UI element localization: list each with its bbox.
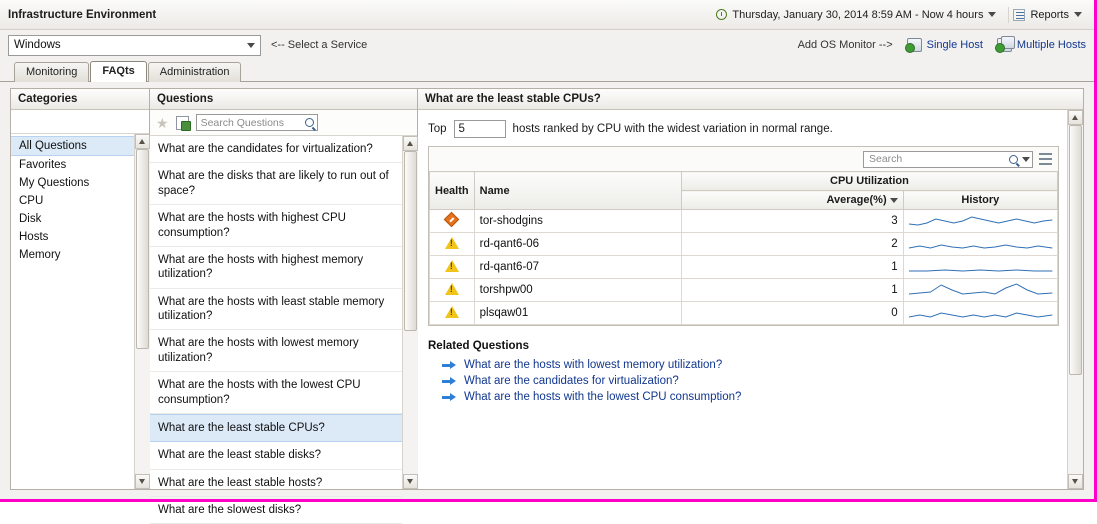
sparkline-chart [909,258,1052,276]
sparkline-chart [909,304,1052,322]
related-question-label: What are the hosts with the lowest CPU consumption? [464,391,742,403]
multiple-hosts-label: Multiple Hosts [1016,39,1086,51]
title-bar-right [716,7,1086,23]
service-select-value: Windows [14,39,61,51]
service-hint: <-- Select a Service [271,39,368,51]
column-header-average[interactable] [681,191,903,210]
answer-panel [418,88,1084,490]
categories-header: Categories [11,89,149,110]
category-item-cpu[interactable]: CPU [19,195,44,207]
questions-list [150,136,402,516]
chevron-down-icon[interactable] [988,12,996,17]
questions-scrollbar[interactable] [402,136,417,489]
scroll-down-button[interactable] [403,474,418,489]
multiple-hosts-icon [997,38,1012,52]
table-row[interactable] [430,256,1058,279]
question-item[interactable]: What are the hosts with the lowest CPU consumption? [150,372,402,414]
scroll-down-button[interactable] [135,474,150,489]
column-header-average-label: Average(%) [826,194,887,206]
scroll-thumb[interactable] [1069,125,1082,375]
clock-icon [716,9,727,20]
questions-header: Questions [150,89,417,110]
scroll-thumb[interactable] [136,149,149,349]
question-item[interactable]: What are the hosts with highest CPU consumption? [150,205,402,247]
reports-menu[interactable] [1008,7,1086,23]
single-host-icon [907,38,922,52]
time-range-label: Thursday, January 30, 2014 8:59 AM - Now 4 hours [732,8,984,21]
main-tabs [0,60,1094,82]
top-suffix-label: hosts ranked by CPU with the widest variation in normal range. [512,123,833,135]
table-header-row-1 [430,172,1058,191]
service-toolbar [0,30,1094,60]
question-item[interactable]: What are the hosts with highest memory utilization? [150,247,402,289]
cell-history [903,256,1057,279]
categories-subbar [11,110,149,134]
single-host-label: Single Host [926,39,983,51]
triangle-up-icon [407,141,413,146]
table-head [430,172,1058,210]
tab-monitoring[interactable]: Monitoring [14,62,89,82]
search-questions-placeholder: Search Questions [200,116,285,129]
scroll-up-button[interactable] [403,136,418,151]
chevron-down-icon [247,43,255,48]
scroll-track[interactable] [1068,125,1083,474]
cell-name: rd-qant6-06 [474,233,681,256]
cell-name: plsqaw01 [474,302,681,325]
question-item[interactable]: What are the disks that are likely to run out of space? [150,163,402,205]
cell-health [430,210,475,233]
cell-average: 1 [681,279,903,302]
cell-average: 0 [681,302,903,325]
table-row[interactable] [430,279,1058,302]
question-item-selected[interactable]: What are the least stable CPUs? [150,414,402,442]
answer-scroll-area [1067,110,1083,489]
search-icon[interactable] [305,118,314,127]
scroll-up-button[interactable] [135,134,150,149]
cell-health [430,279,475,302]
single-host-button[interactable] [907,38,983,52]
grid-toolbar [429,147,1058,171]
panels-container [0,82,1094,516]
table-row[interactable] [430,210,1058,233]
cpu-results-table [429,171,1058,325]
top-label: Top [428,123,447,135]
category-item-favorites[interactable]: Favorites [19,159,67,171]
cell-health [430,233,475,256]
categories-scrollbar[interactable] [134,134,149,489]
top-n-row [418,110,1067,146]
title-bar [0,0,1094,30]
cell-history [903,279,1057,302]
sparkline-chart [909,281,1052,299]
scroll-thumb[interactable] [404,151,417,331]
top-n-input[interactable]: 5 [454,120,506,138]
table-row[interactable] [430,233,1058,256]
cell-history [903,210,1057,233]
triangle-up-icon [1072,115,1078,120]
answer-scrollbar[interactable] [1067,110,1082,489]
related-question-label: What are the candidates for virtualization? [464,375,679,387]
service-select[interactable] [8,35,261,56]
add-os-monitor-hint: Add OS Monitor --> [797,39,893,51]
category-item-hosts[interactable]: Hosts [19,231,49,243]
arrow-right-icon [442,360,456,370]
warning-icon [445,306,459,318]
results-grid [428,146,1059,326]
export-excel-icon[interactable] [176,116,189,130]
cell-history [903,233,1057,256]
grid-search-input[interactable] [863,151,1033,168]
star-icon[interactable]: ★ [156,114,169,131]
triangle-up-icon [139,139,145,144]
cell-health [430,302,475,325]
related-questions [418,326,1067,405]
category-item-my-questions[interactable]: My Questions [19,177,90,189]
scroll-up-button[interactable] [1068,110,1083,125]
chevron-down-icon[interactable] [1074,12,1082,17]
answer-header: What are the least stable CPUs? [418,89,1083,110]
question-item[interactable]: What are the hosts with least stable memory utilization? [150,289,402,331]
question-item[interactable]: What are the candidates for virtualization? [150,136,402,163]
warning-icon [445,283,459,295]
column-header-health[interactable]: Health [430,172,475,210]
reports-label: Reports [1030,8,1069,21]
questions-panel [150,88,418,516]
categories-list [11,134,134,489]
answer-content [418,110,1067,489]
cell-health [430,256,475,279]
related-question-item[interactable] [428,373,1067,389]
critical-icon [444,212,460,228]
search-icon[interactable] [1009,155,1018,164]
category-item-all-questions[interactable]: All Questions [11,136,134,156]
table-row[interactable] [430,302,1058,325]
column-header-history[interactable]: History [903,191,1057,210]
question-item[interactable]: What are the hosts with lowest memory utilization? [150,330,402,372]
reports-icon [1013,9,1025,21]
warning-icon [445,237,459,249]
category-item-disk[interactable]: Disk [19,213,42,225]
related-questions-title: Related Questions [428,340,529,352]
questions-body [150,136,417,516]
related-question-item[interactable] [428,357,1067,373]
question-item[interactable]: What are the least stable hosts? [150,470,402,497]
warning-icon [445,260,459,272]
cell-average: 1 [681,256,903,279]
cell-name: torshpw00 [474,279,681,302]
cell-average: 3 [681,210,903,233]
related-question-item[interactable] [428,389,1067,405]
related-question-label: What are the hosts with lowest memory utilization? [464,359,723,371]
tab-administration[interactable]: Administration [148,62,242,82]
grid-search-placeholder: Search [869,153,903,165]
triangle-down-icon [1072,479,1078,484]
category-item-memory[interactable]: Memory [19,249,61,261]
questions-toolbar [150,110,417,136]
sort-descending-icon [890,198,898,203]
scroll-track[interactable] [135,149,150,474]
question-item[interactable]: What are the slowest disks? [150,497,402,524]
column-header-name[interactable]: Name [474,172,681,210]
toolbar-actions [798,38,1086,52]
tab-faqts[interactable]: FAQts [90,61,146,82]
cell-history [903,302,1057,325]
time-range-selector[interactable] [716,9,996,21]
scroll-down-button[interactable] [1068,474,1083,489]
triangle-down-icon [407,479,413,484]
sparkline-chart [909,212,1052,230]
service-select-arrow[interactable] [242,36,260,55]
chevron-down-icon[interactable] [1022,157,1030,162]
question-item[interactable]: What are the least stable disks? [150,442,402,469]
columns-icon[interactable] [1039,153,1052,165]
answer-body [418,110,1083,489]
cell-average: 2 [681,233,903,256]
arrow-right-icon [442,392,456,402]
arrow-right-icon [442,376,456,386]
table-body [430,210,1058,325]
triangle-down-icon [139,479,145,484]
column-header-cpu-utilization: CPU Utilization [681,172,1057,191]
multiple-hosts-button[interactable] [997,38,1086,52]
categories-panel [10,88,150,490]
sparkline-chart [909,235,1052,253]
cell-name: rd-qant6-07 [474,256,681,279]
page-title: Infrastructure Environment [8,8,157,21]
categories-body [11,134,149,489]
search-questions-input[interactable] [196,114,318,131]
cell-name: tor-shodgins [474,210,681,233]
scroll-track[interactable] [403,151,418,474]
